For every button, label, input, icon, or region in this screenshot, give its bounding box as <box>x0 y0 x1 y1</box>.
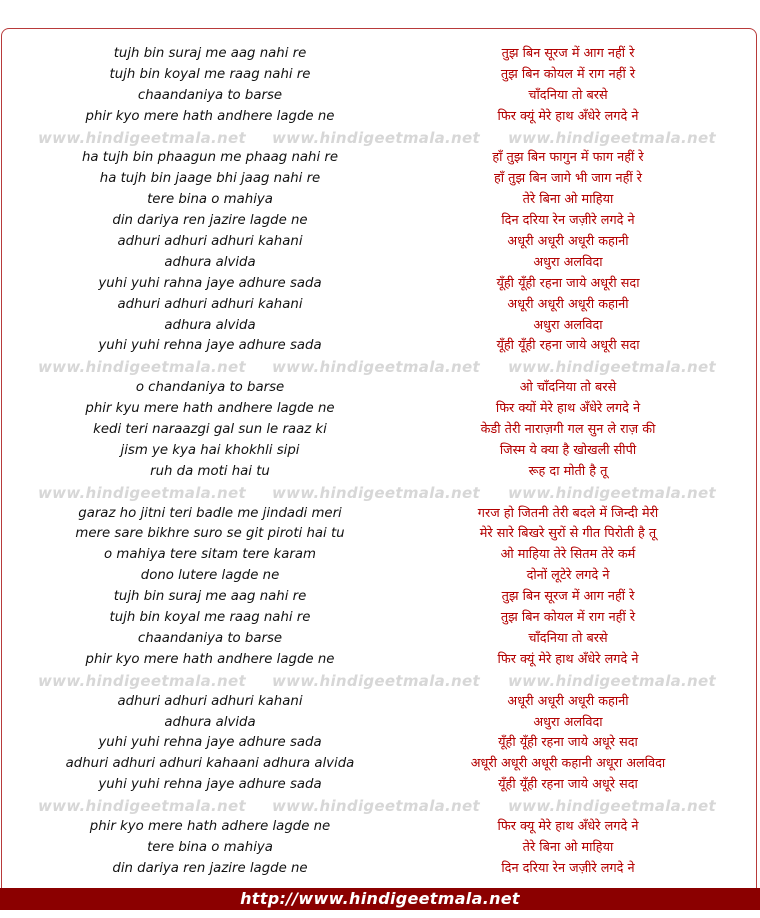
lyric-row <box>0 169 760 190</box>
lyric-row <box>0 399 760 420</box>
lyric-hindi: यूँही यूँही रहना जाये अधूरी सदा <box>496 338 640 354</box>
watermark-text: www.hindigeetmala.net <box>508 358 716 377</box>
lyric-hindi: फिर क्यू मेरे हाथ अँधेरे लगदे ने <box>497 818 639 834</box>
lyric-row <box>0 148 760 169</box>
lyric-hindi: तुझ बिन कोयल में राग नहीं रे <box>500 66 636 82</box>
lyric-row <box>0 650 760 671</box>
lyric-english: tere bina o mahiya <box>147 839 273 855</box>
lyric-hindi: दिन दरिया रेन जज़ीरे लगदे ने <box>501 213 635 229</box>
lyric-english: tujh bin suraj me aag nahi re <box>113 46 307 61</box>
lyric-english: tujh bin koyal me raag nahi re <box>109 610 311 626</box>
watermark-text: www.hindigeetmala.net <box>508 483 716 502</box>
lyric-row <box>0 629 760 650</box>
lyric-row <box>0 232 760 253</box>
lyric-hindi: रूह दा मोती है तू <box>528 463 608 479</box>
lyric-hindi: ओ माहिया तेरे सितम तेरे कर्म <box>500 547 636 563</box>
watermark-text: www.hindigeetmala.net <box>38 128 246 147</box>
lyric-hindi: दिन दरिया रेन जज़ीरे लगदे ने <box>501 860 635 876</box>
lyric-row <box>0 859 760 880</box>
lyric-english: ruh da moti hai tu <box>150 463 270 479</box>
lyric-hindi: यूँही यूँही रहना जाये अधूरे सदा <box>498 777 638 793</box>
lyric-row <box>0 274 760 295</box>
lyric-hindi: दोनों लूटेरे लगदे ने <box>526 568 610 584</box>
watermark-text: www.hindigeetmala.net <box>272 483 480 502</box>
lyric-hindi: ओ चाँदनिया तो बरसे <box>519 380 617 396</box>
lyric-hindi: यूँही यूँही रहना जाये अधूरे सदा <box>498 735 638 751</box>
lyric-row <box>0 336 760 357</box>
lyric-hindi: यूँही यूँही रहना जाये अधूरी सदा <box>496 275 640 291</box>
lyric-english: chaandaniya to barse <box>137 87 283 103</box>
lyric-english: tujh bin koyal me raag nahi re <box>109 66 311 82</box>
lyric-english: ha tujh bin phaagun me phaag nahi re <box>81 150 339 166</box>
lyric-hindi: फिर क्यों मेरे हाथ अँधेरे लगदे ने <box>495 401 641 417</box>
lyric-english: phir kyu mere hath andhere lagde ne <box>85 401 335 417</box>
lyric-row <box>0 817 760 838</box>
lyric-english: ha tujh bin jaage bhi jaag nahi re <box>99 171 321 187</box>
lyric-row <box>0 838 760 859</box>
lyric-row <box>0 775 760 796</box>
lyric-row <box>0 733 760 754</box>
lyric-hindi: मेरे सारे बिखरे सुरों से गीत पिरोती है तू <box>479 526 657 542</box>
lyric-row <box>0 378 760 399</box>
lyric-hindi: तेरे बिना ओ माहिया <box>522 839 614 855</box>
lyric-english: dono lutere lagde ne <box>140 568 280 584</box>
watermark-text: www.hindigeetmala.net <box>508 671 716 690</box>
lyric-english: adhuri adhuri adhuri kahani <box>117 234 303 250</box>
lyric-row <box>0 65 760 86</box>
lyric-english: adhura alvida <box>164 714 256 730</box>
lyric-row <box>0 441 760 462</box>
lyric-english: jism ye kya hai khokhli sipi <box>120 442 300 458</box>
lyric-english: yuhi yuhi rahna jaye adhure sada <box>98 275 322 291</box>
watermark-row <box>0 671 760 692</box>
lyric-row <box>0 504 760 525</box>
lyric-row <box>0 86 760 107</box>
footer-url-link[interactable]: http://www.hindigeetmala.net <box>240 889 520 908</box>
lyric-hindi: अधूरी अधूरी अधूरी कहानी <box>507 296 629 312</box>
lyric-row <box>0 190 760 211</box>
watermark-text: www.hindigeetmala.net <box>272 358 480 377</box>
footer-bar <box>0 888 760 910</box>
lyric-english: adhuri adhuri adhuri kahani <box>117 693 303 709</box>
lyric-hindi: अधूरी अधूरी अधूरी कहानी <box>507 234 629 250</box>
lyric-hindi: फिर क्यूं मेरे हाथ अँधेरे लगदे ने <box>497 651 639 667</box>
lyric-hindi: चाँदनिया तो बरसे <box>528 87 608 103</box>
lyric-hindi: हाँ तुझ बिन फागुन में फाग नहीं रे <box>492 150 644 166</box>
lyric-row <box>0 462 760 483</box>
lyric-english: phir kyo mere hath adhere lagde ne <box>89 818 331 834</box>
lyric-english: mere sare bikhre suro se git piroti hai tu <box>75 526 345 542</box>
watermark-text: www.hindigeetmala.net <box>272 128 480 147</box>
watermark-text: www.hindigeetmala.net <box>38 671 246 690</box>
lyric-hindi: तुझ बिन सूरज में आग नहीं रे <box>501 46 635 61</box>
lyric-english: garaz ho jitni teri badle me jindadi meri <box>78 505 342 521</box>
lyric-row <box>0 754 760 775</box>
lyric-english: din dariya ren jazire lagde ne <box>112 860 308 876</box>
lyric-hindi: चाँदनिया तो बरसे <box>528 630 608 646</box>
watermark-row <box>0 128 760 149</box>
lyric-hindi: केडी तेरी नाराज़गी गल सुन ले राज़ की <box>480 422 656 438</box>
watermark-row <box>0 357 760 378</box>
lyric-english: yuhi yuhi rehna jaye adhure sada <box>98 777 322 793</box>
lyric-hindi: जिस्म ये क्या है खोखली सीपी <box>499 442 637 458</box>
lyric-english: phir kyo mere hath andhere lagde ne <box>85 651 335 667</box>
lyric-english: kedi teri naraazgi gal sun le raaz ki <box>93 422 327 438</box>
lyric-row <box>0 713 760 734</box>
lyric-english: din dariya ren jazire lagde ne <box>112 213 308 229</box>
lyric-english: adhura alvida <box>164 317 256 333</box>
lyric-row <box>0 524 760 545</box>
lyric-row <box>0 253 760 274</box>
lyric-row <box>0 420 760 441</box>
lyric-row <box>0 295 760 316</box>
lyric-english: chaandaniya to barse <box>137 630 283 646</box>
watermark-text: www.hindigeetmala.net <box>38 483 246 502</box>
lyric-row <box>0 608 760 629</box>
lyric-row <box>0 211 760 232</box>
lyric-english: tere bina o mahiya <box>147 192 273 208</box>
lyric-english: yuhi yuhi rehna jaye adhure sada <box>98 735 322 751</box>
lyrics-list <box>0 44 760 880</box>
lyric-english: tujh bin suraj me aag nahi re <box>113 589 307 605</box>
watermark-text: www.hindigeetmala.net <box>272 671 480 690</box>
lyric-row <box>0 316 760 337</box>
lyric-hindi: अधुरा अलविदा <box>533 714 603 730</box>
lyric-english: o chandaniya to barse <box>135 380 285 396</box>
lyric-row <box>0 545 760 566</box>
lyric-hindi: अधुरा अलविदा <box>533 317 603 333</box>
lyric-hindi: तुझ बिन सूरज में आग नहीं रे <box>501 589 635 605</box>
lyric-hindi: तेरे बिना ओ माहिया <box>522 192 614 208</box>
lyric-row <box>0 692 760 713</box>
lyric-hindi: तुझ बिन कोयल में राग नहीं रे <box>500 610 636 626</box>
watermark-text: www.hindigeetmala.net <box>272 797 480 816</box>
lyric-english: adhuri adhuri adhuri kahani <box>117 296 303 312</box>
lyric-hindi: अधूरी अधूरी अधूरी कहानी <box>507 693 629 709</box>
lyric-hindi: हाँ तुझ बिन जागे भी जाग नहीं रे <box>493 171 643 187</box>
lyric-english: yuhi yuhi rehna jaye adhure sada <box>98 338 322 354</box>
lyric-english: phir kyo mere hath andhere lagde ne <box>85 108 335 124</box>
watermark-text: www.hindigeetmala.net <box>38 797 246 816</box>
watermark-text: www.hindigeetmala.net <box>508 797 716 816</box>
lyric-row <box>0 44 760 65</box>
lyric-row <box>0 107 760 128</box>
lyric-hindi: अधूरी अधूरी अधूरी कहानी अधूरा अलविदा <box>470 756 666 772</box>
lyric-english: o mahiya tere sitam tere karam <box>104 547 316 563</box>
lyric-hindi: गरज हो जितनी तेरी बदले में जिन्दी मेरी <box>477 505 659 521</box>
lyric-row <box>0 587 760 608</box>
watermark-text: www.hindigeetmala.net <box>38 358 246 377</box>
lyric-hindi: फिर क्यूं मेरे हाथ अँधेरे लगदे ने <box>497 108 639 124</box>
watermark-text: www.hindigeetmala.net <box>508 128 716 147</box>
lyric-english: adhuri adhuri adhuri kahaani adhura alvida <box>65 756 355 772</box>
lyric-row <box>0 566 760 587</box>
lyric-hindi: अधुरा अलविदा <box>533 254 603 270</box>
watermark-row <box>0 796 760 817</box>
watermark-row <box>0 483 760 504</box>
lyric-english: adhura alvida <box>164 254 256 270</box>
